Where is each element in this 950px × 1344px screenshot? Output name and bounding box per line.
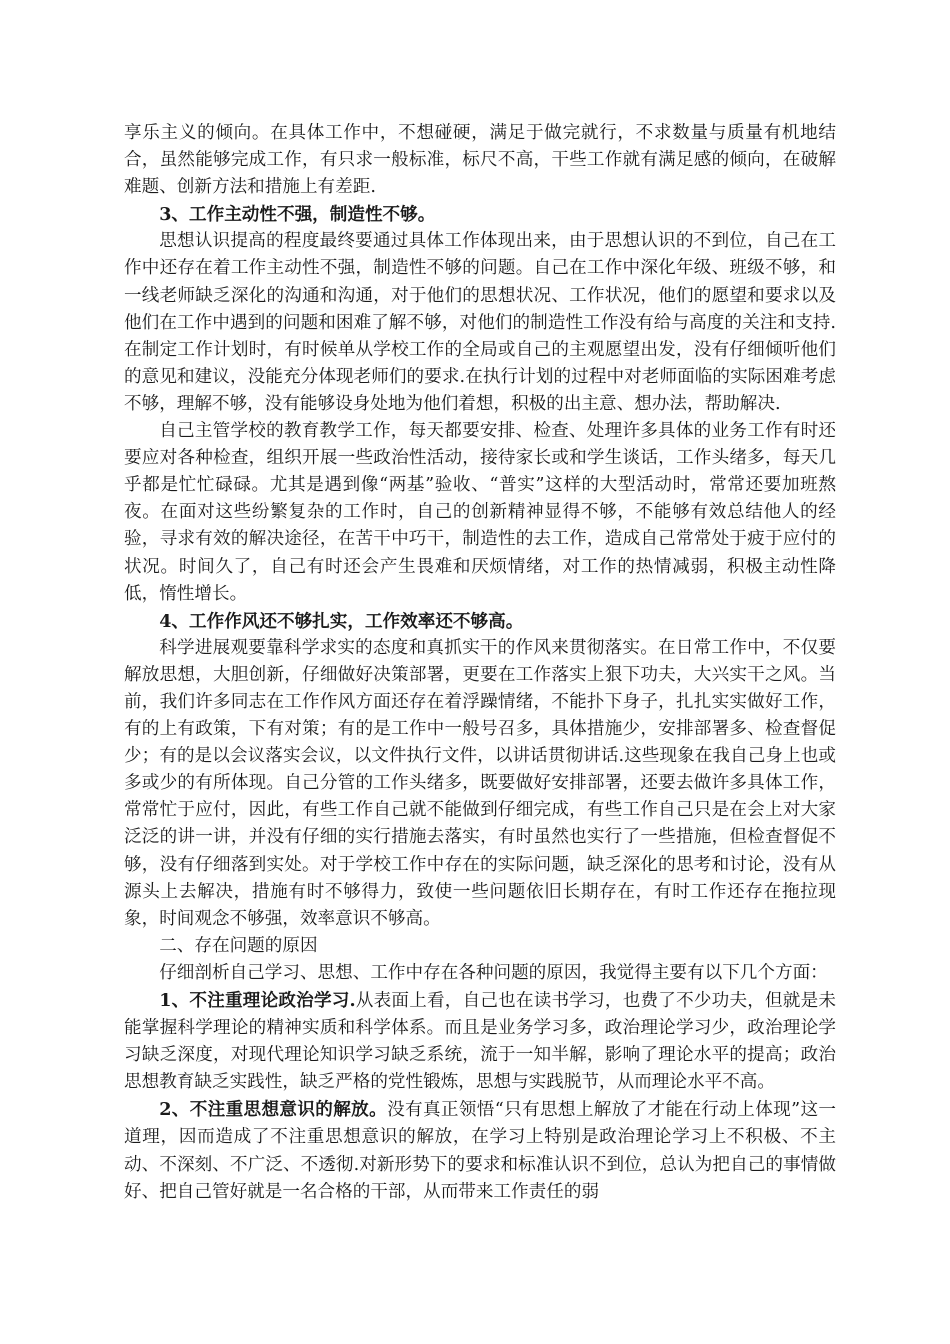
lead-heading-1: 1、不注重理论政治学习. [159, 990, 356, 1011]
lead-body-2: 没有真正领悟“只有思想上解放了才能在行动上体现”这一道理，因而造成了不注重思想意识的解放，在学习上特别是政治理论学习上不积极、不主动、不深刻、不广泛、不透彻.对新形势下的要求和标准认识不到位，总认为把自己的事情做好、把自己管好就是一名合格的干部，从而带来工作责任的弱 [124, 1100, 836, 1202]
paragraph: 科学进展观要靠科学求实的态度和真抓实干的作风来贯彻落实。在日常工作中，不仅要解放思想，大胆创新，仔细做好决策部署，更要在工作落实上狠下功夫，大兴实干之风。当前，我们许多同志在工作作风方面还存在着浮躁情绪，不能扑下身子，扎扎实实做好工作，有的上有政策，下有对策；有的是工作中一般号召多，具体措施少，安排部署多、检查督促少；有的是以会议落实会议，以文件执行文件，以讲话贯彻讲话.这些现象在我自己身上也或多或少的有所体现。自己分管的工作头绪多，既要做好安排部署，还要去做许多具体工作，常常忙于应付，因此，有些工作自己就不能做到仔细完成，有些工作自己只是在会上对大家泛泛的讲一讲，并没有仔细的实行措施去落实，有时虽然也实行了一些措施，但检查督促不够，没有仔细落到实处。对于学校工作中存在的实际问题，缺乏深化的思考和讨论，没有从源头上去解决，措施有时不够得力，致使一些问题依旧长期存在，有时工作还存在拖拉现象，时间观念不够强，效率意识不够高。 [124, 637, 836, 929]
lead-body-1: 从表面上看，自己也在读书学习，也费了不少功夫，但就是未能掌握科学理论的精神实质和科学体系。而且是业务学习多，政治理论学习少，政治理论学习缺乏深度，对现代理论知识学习缺乏系统，流于一知半解，影响了理论水平的提高；政治思想教育缺乏实践性，缺乏严格的党性锻炼，思想与实践脱节，从而理论水平不高。 [124, 991, 836, 1093]
document-page [124, 120, 836, 1206]
paragraph: 自己主管学校的教育教学工作，每天都要安排、检查、处理许多具体的业务工作有时还要应对各种检查，组织开展一些政治性活动，接待家长或和学生谈话，工作头绪多，每天几乎都是忙忙碌碌。尤其是遇到像“两基”验收、“普实”这样的大型活动时，常常还要加班熬夜。在面对这些纷繁复杂的工作时，自己的创新精神显得不够，不能够有效总结他人的经验，寻求有效的解决途径，在苦干中巧干，制造性的去工作，造成自己常常处于疲于应付的状况。时间久了，自己有时还会产生畏难和厌烦情绪，对工作的热情减弱，积极主动性降低，惰性增长。 [124, 421, 836, 604]
paragraph: 仔细剖析自己学习、思想、工作中存在各种问题的原因，我觉得主要有以下几个方面： [159, 962, 828, 983]
paragraph-with-lead [124, 987, 836, 1096]
paragraph-with-lead [124, 1096, 836, 1205]
paragraph-continuation: 享乐主义的倾向。在具体工作中，不想碰硬，满足于做完就行，不求数量与质量有机地结合，虽然能够完成工作，有只求一般标准，标尺不高，干些工作就有满足感的倾向，在破解难题、创新方法和措施上有差距. [124, 123, 836, 198]
section-heading-causes: 二、存在问题的原因 [159, 935, 318, 956]
section-heading-4: 4、工作作风还不够扎实，工作效率还不够高。 [159, 610, 524, 632]
section-heading-3: 3、工作主动性不强，制造性不够。 [159, 204, 436, 226]
paragraph: 思想认识提高的程度最终要通过具体工作体现出来，由于思想认识的不到位，自己在工作中还存在着工作主动性不强，制造性不够的问题。自己在工作中深化年级、班级不够，和一线老师缺乏深化的沟通和沟通，对于他们的思想状况、工作状况，他们的愿望和要求以及他们在工作中遇到的问题和困难了解不够，对他们的制造性工作没有给与高度的关注和支持.在制定工作计划时，有时候单从学校工作的全局或自己的主观愿望出发，没有仔细倾听他们的意见和建议，没能充分体现老师们的要求.在执行计划的过程中对老师面临的实际困难考虑不够，理解不够，没有能够设身处地为他们着想，积极的出主意、想办法，帮助解决. [124, 231, 836, 414]
lead-heading-2: 2、不注重思想意识的解放。 [159, 1099, 388, 1121]
